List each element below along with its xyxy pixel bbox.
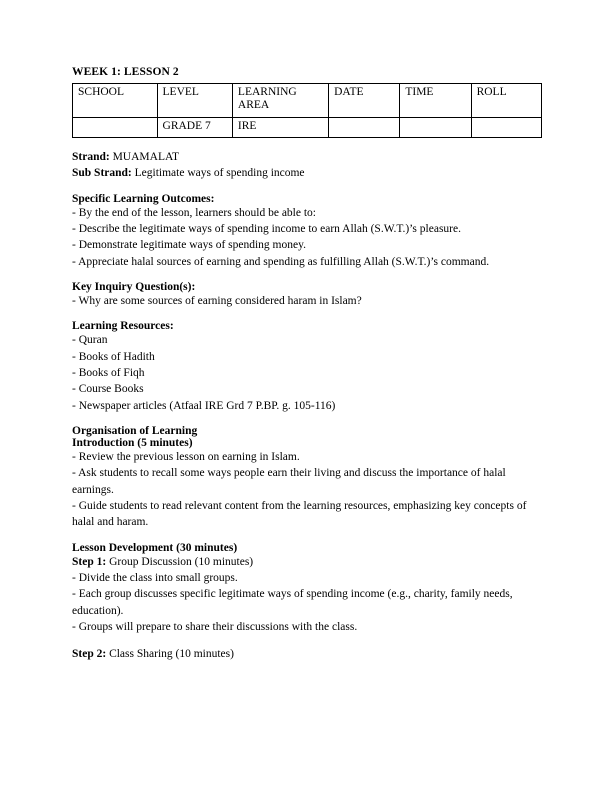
step1-title: Group Discussion (10 minutes) [106,555,254,568]
list-item: - By the end of the lesson, learners should be able to: [72,206,316,219]
list-item: - Groups will prepare to share their discussions with the class. [72,620,358,633]
specific-learning-outcomes-heading: Specific Learning Outcomes: [72,192,215,205]
step2-line [72,646,542,662]
lesson-development-heading: Lesson Development (30 minutes) [72,541,238,554]
learning-resources-heading: Learning Resources: [72,320,174,333]
list-item: - Demonstrate legitimate ways of spending money. [72,239,306,252]
sub-strand-value: Legitimate ways of spending income [131,167,305,180]
cell-roll [471,118,541,138]
sub-strand-label: Sub Strand: [72,167,132,180]
spacer [72,309,542,320]
sub-strand-line [72,165,542,181]
table-header-time: TIME [400,84,471,118]
list-item: - Describe the legitimate ways of spending income to earn Allah (S.W.T.)’s pleasure. [72,222,461,235]
table-header-roll: ROLL [471,84,541,118]
list-item: - Appreciate halal sources of earning and spending as fulfilling Allah (S.W.T.)’s command. [72,255,490,268]
step2-label: Step 2: [72,648,107,661]
lesson-info-table [72,83,542,138]
list-item: - Divide the class into small groups. [72,571,238,584]
step1-line [72,554,542,570]
learning-resources-list [72,332,542,414]
organisation-heading: Organisation of Learning [72,424,198,437]
list-item: - Books of Fiqh [72,366,145,379]
strand-line [72,149,542,165]
page-title: WEEK 1: LESSON 2 [72,66,179,78]
spacer [72,270,542,281]
step1-list [72,570,542,635]
spacer [72,182,542,193]
step2-title: Class Sharing (10 minutes) [106,648,234,661]
list-item: - Guide students to read relevant content from the learning resources, emphasizing key concepts of halal and haram. [72,499,527,529]
introduction-heading: Introduction (5 minutes) [72,436,193,449]
cell-time [400,118,471,138]
table-header-date: DATE [329,84,400,118]
strand-label: Strand: [72,151,110,163]
list-item: - Quran [72,334,108,347]
strand-value: MUAMALAT [109,151,180,163]
table-header-level: LEVEL [157,84,232,118]
spacer [72,138,542,149]
spacer [72,635,542,646]
cell-school [73,118,158,138]
table-row [73,118,542,138]
key-inquiry-list [72,293,542,309]
introduction-list [72,449,542,531]
list-item: - Each group discusses specific legitimate ways of spending income (e.g., charity, family needs, education). [72,588,513,617]
table-header-row [73,84,542,118]
list-item: - Course Books [72,383,144,396]
list-item: - Books of Hadith [72,350,155,363]
step1-label: Step 1: [72,555,107,568]
table-header-learning-area: LEARNING AREA [232,84,328,118]
cell-date [329,118,400,138]
key-inquiry-heading: Key Inquiry Question(s): [72,280,196,293]
spacer [72,414,542,425]
table-header-school: SCHOOL [73,84,158,118]
list-item: - Ask students to recall some ways people earn their living and discuss the importance of halal earnings. [72,467,506,496]
spacer [72,531,542,542]
cell-level: GRADE 7 [157,118,232,138]
specific-learning-outcomes-list [72,205,542,270]
list-item: - Newspaper articles (Atfaal IRE Grd 7 P.BP. g. 105-116) [72,399,336,412]
list-item: - Review the previous lesson on earning in Islam. [72,450,300,463]
cell-learning-area: IRE [232,118,328,138]
list-item: - Why are some sources of earning considered haram in Islam? [72,294,362,307]
